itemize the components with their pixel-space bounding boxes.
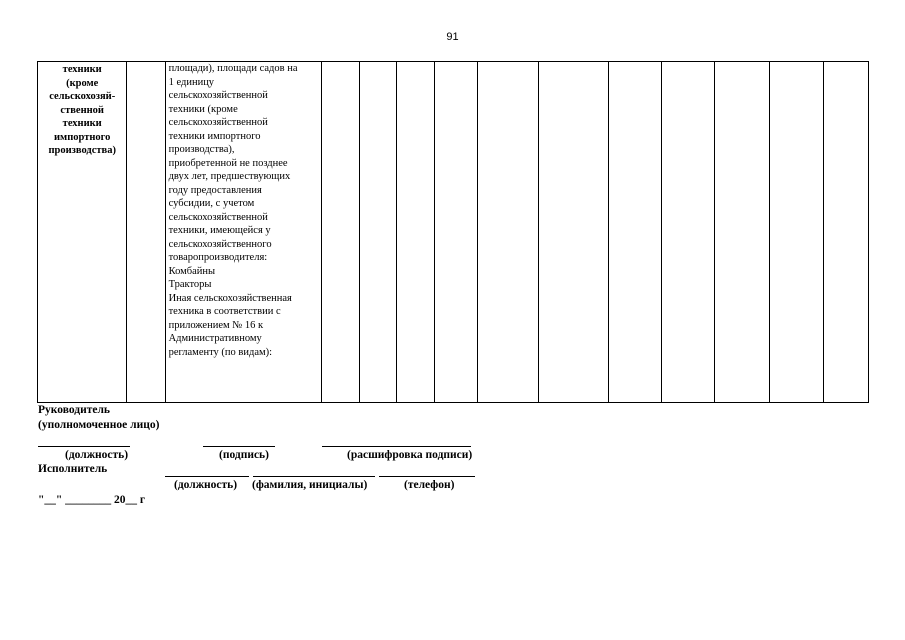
data-table — [37, 61, 869, 403]
cell-empty — [823, 62, 868, 403]
signature-label: (подпись) — [219, 449, 269, 461]
exec-phone-blank-line — [379, 476, 475, 477]
cell-empty — [396, 62, 434, 403]
cell-empty — [478, 62, 539, 403]
exec-name-blank-line — [253, 476, 375, 477]
description-line: техника в соответствии с — [168, 306, 281, 317]
executor-title: Исполнитель — [38, 463, 108, 475]
cell-empty — [715, 62, 770, 403]
description-line: приложением № 16 к — [168, 319, 264, 331]
description-line: 1 единицу — [168, 76, 215, 88]
description-line: Иная сельскохозяйственная — [168, 292, 292, 304]
cell-equipment-category — [38, 62, 127, 403]
description-line: площади), площади садов на — [168, 63, 298, 74]
signature-decoding-blank-line — [322, 446, 471, 447]
head-title: Руководитель — [38, 404, 110, 416]
table-row — [38, 62, 869, 403]
cell-empty — [127, 62, 165, 403]
category-line: импортного — [54, 131, 111, 143]
date-line: "__" ________ 20__ г — [38, 494, 146, 506]
description-line: приобретенной не позднее — [168, 157, 288, 169]
description-line: сельскохозяйственной — [168, 211, 268, 223]
description-line: сельскохозяйственной — [168, 90, 268, 101]
cell-empty — [539, 62, 608, 403]
description-line: регламенту (по видам): — [168, 346, 273, 358]
description-line: техники, имеющейся у — [168, 225, 271, 236]
cell-empty — [661, 62, 714, 403]
signature-decoding-label: (расшифровка подписи) — [347, 449, 473, 461]
exec-position-label: (должность) — [174, 479, 238, 491]
cell-empty — [770, 62, 823, 403]
cell-indicator-description — [165, 62, 322, 403]
category-line: техники — [62, 118, 102, 129]
cell-empty — [359, 62, 396, 403]
category-line: сельскохозяй- — [49, 91, 116, 102]
cell-empty — [608, 62, 661, 403]
description-line: субсидии, с учетом — [168, 198, 255, 209]
description-line: Комбайны — [168, 265, 216, 277]
cell-empty — [434, 62, 477, 403]
description-line: Тракторы — [168, 279, 212, 290]
category-line: техники — [62, 64, 102, 75]
description-line: году предоставления — [168, 184, 262, 196]
cell-empty — [322, 62, 359, 403]
description-line: сельскохозяйственного — [168, 238, 272, 250]
description-line: двух лет, предшествующих — [168, 171, 291, 182]
page-number: 91 — [446, 31, 459, 43]
category-line: производства) — [48, 145, 116, 156]
signature-blank-line — [203, 446, 275, 447]
exec-name-label: (фамилия, инициалы) — [252, 479, 368, 491]
position-blank-line — [38, 446, 130, 447]
description-line: сельскохозяйственной — [168, 117, 268, 128]
description-line: Административному — [168, 333, 262, 344]
position-label: (должность) — [65, 449, 129, 461]
category-line: (кроме — [66, 77, 99, 89]
description-line: техники (кроме — [168, 103, 238, 115]
description-line: товаропроизводителя: — [168, 252, 268, 263]
category-line: ственной — [60, 104, 104, 116]
exec-position-blank-line — [165, 476, 249, 477]
description-line: производства), — [168, 144, 235, 155]
description-line: техники импортного — [168, 130, 261, 142]
head-subtitle: (уполномоченное лицо) — [38, 419, 160, 431]
exec-phone-label: (телефон) — [404, 479, 455, 491]
